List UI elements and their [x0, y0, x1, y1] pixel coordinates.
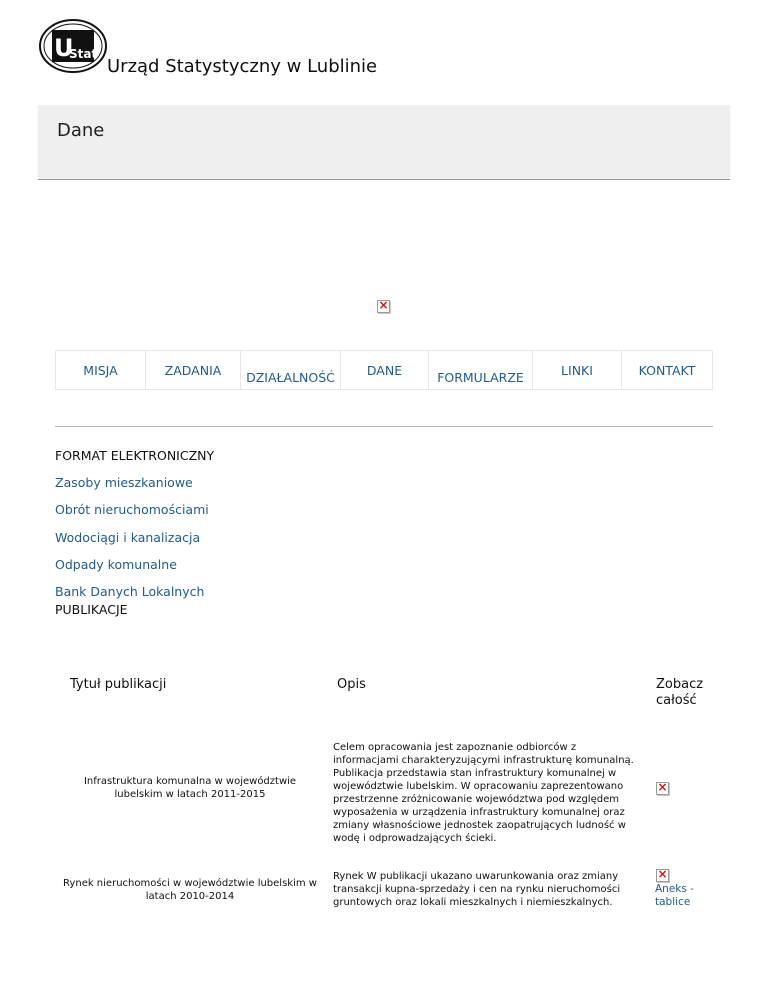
link-bank-danych-lokalnych[interactable]: Bank Danych Lokalnych [55, 584, 205, 599]
nav-item-linki[interactable]: LINKI [533, 351, 622, 389]
main-nav [55, 350, 713, 390]
link-wodociagi-kanalizacja[interactable]: Wodociągi i kanalizacja [55, 530, 201, 545]
nav-item-zadania[interactable]: ZADANIA [146, 351, 241, 389]
svg-text:U: U [54, 34, 74, 62]
table-row-2-title: Rynek nieruchomości w województwie lubelskim w latach 2010-2014 [63, 878, 317, 902]
nav-item-misja[interactable]: MISJA [56, 351, 146, 389]
svg-text:Stat: Stat [69, 47, 98, 61]
column-header-description: Opis [337, 677, 366, 692]
nav-item-dane[interactable]: DANE [341, 351, 429, 389]
table-row-1-description: Celem opracowania jest zapoznanie odbiorców z informacjami charakteryzującymi infrastrukturę komunalną. Publikacja przedstawia stan infrastruktury komunalnej w województwie lubelskim. W opracowaniu zaprezentowano przestrzenne zróżnicowanie województwa pod względem wyposażenia w urządzenia infrastruktury komunalnej oraz zmiany własnościowe jednostek zaopatrujących ludność w wodę i odprowadzających ścieki. [333, 742, 634, 844]
link-odpady-komunalne[interactable]: Odpady komunalne [55, 557, 177, 572]
table-row-2-description: Rynek W publikacji ukazano uwarunkowania oraz zmiany transakcji kupna-sprzedaży i cen na rynku nieruchomości gruntowych oraz lokali mieszkalnych i niemieszkalnych. [333, 871, 621, 908]
section-publications: PUBLIKACJE [55, 602, 128, 617]
site-title: Urząd Statystyczny w Lublinie [107, 56, 378, 77]
table-row-2-annex-link[interactable]: Aneks - tablice [655, 883, 694, 908]
table-row-1-view-icon[interactable] [656, 782, 669, 795]
table-row-2-view-icon[interactable] [656, 869, 669, 882]
nav-item-dzialalnosc[interactable]: DZIAŁALNOŚĆ [241, 351, 341, 389]
nav-item-kontakt[interactable]: KONTAKT [638, 363, 696, 378]
table-row-1-title: Infrastruktura komunalna w województwie lubelskim w latach 2011-2015 [83, 776, 297, 800]
column-header-title: Tytuł publikacji [70, 677, 167, 692]
us-stat-logo [38, 18, 108, 74]
broken-image-icon [377, 300, 390, 313]
divider [55, 426, 713, 427]
page-title: Dane [57, 120, 105, 141]
nav-item-formularze[interactable]: FORMULARZE [429, 351, 533, 389]
column-header-view: Zobacz całość [656, 677, 704, 708]
page-banner [38, 105, 730, 180]
link-zasoby-mieszkaniowe[interactable]: Zasoby mieszkaniowe [55, 475, 193, 490]
link-obrot-nieruchomosciami[interactable]: Obrót nieruchomościami [55, 502, 209, 517]
section-electronic-format: FORMAT ELEKTRONICZNY [55, 448, 215, 463]
